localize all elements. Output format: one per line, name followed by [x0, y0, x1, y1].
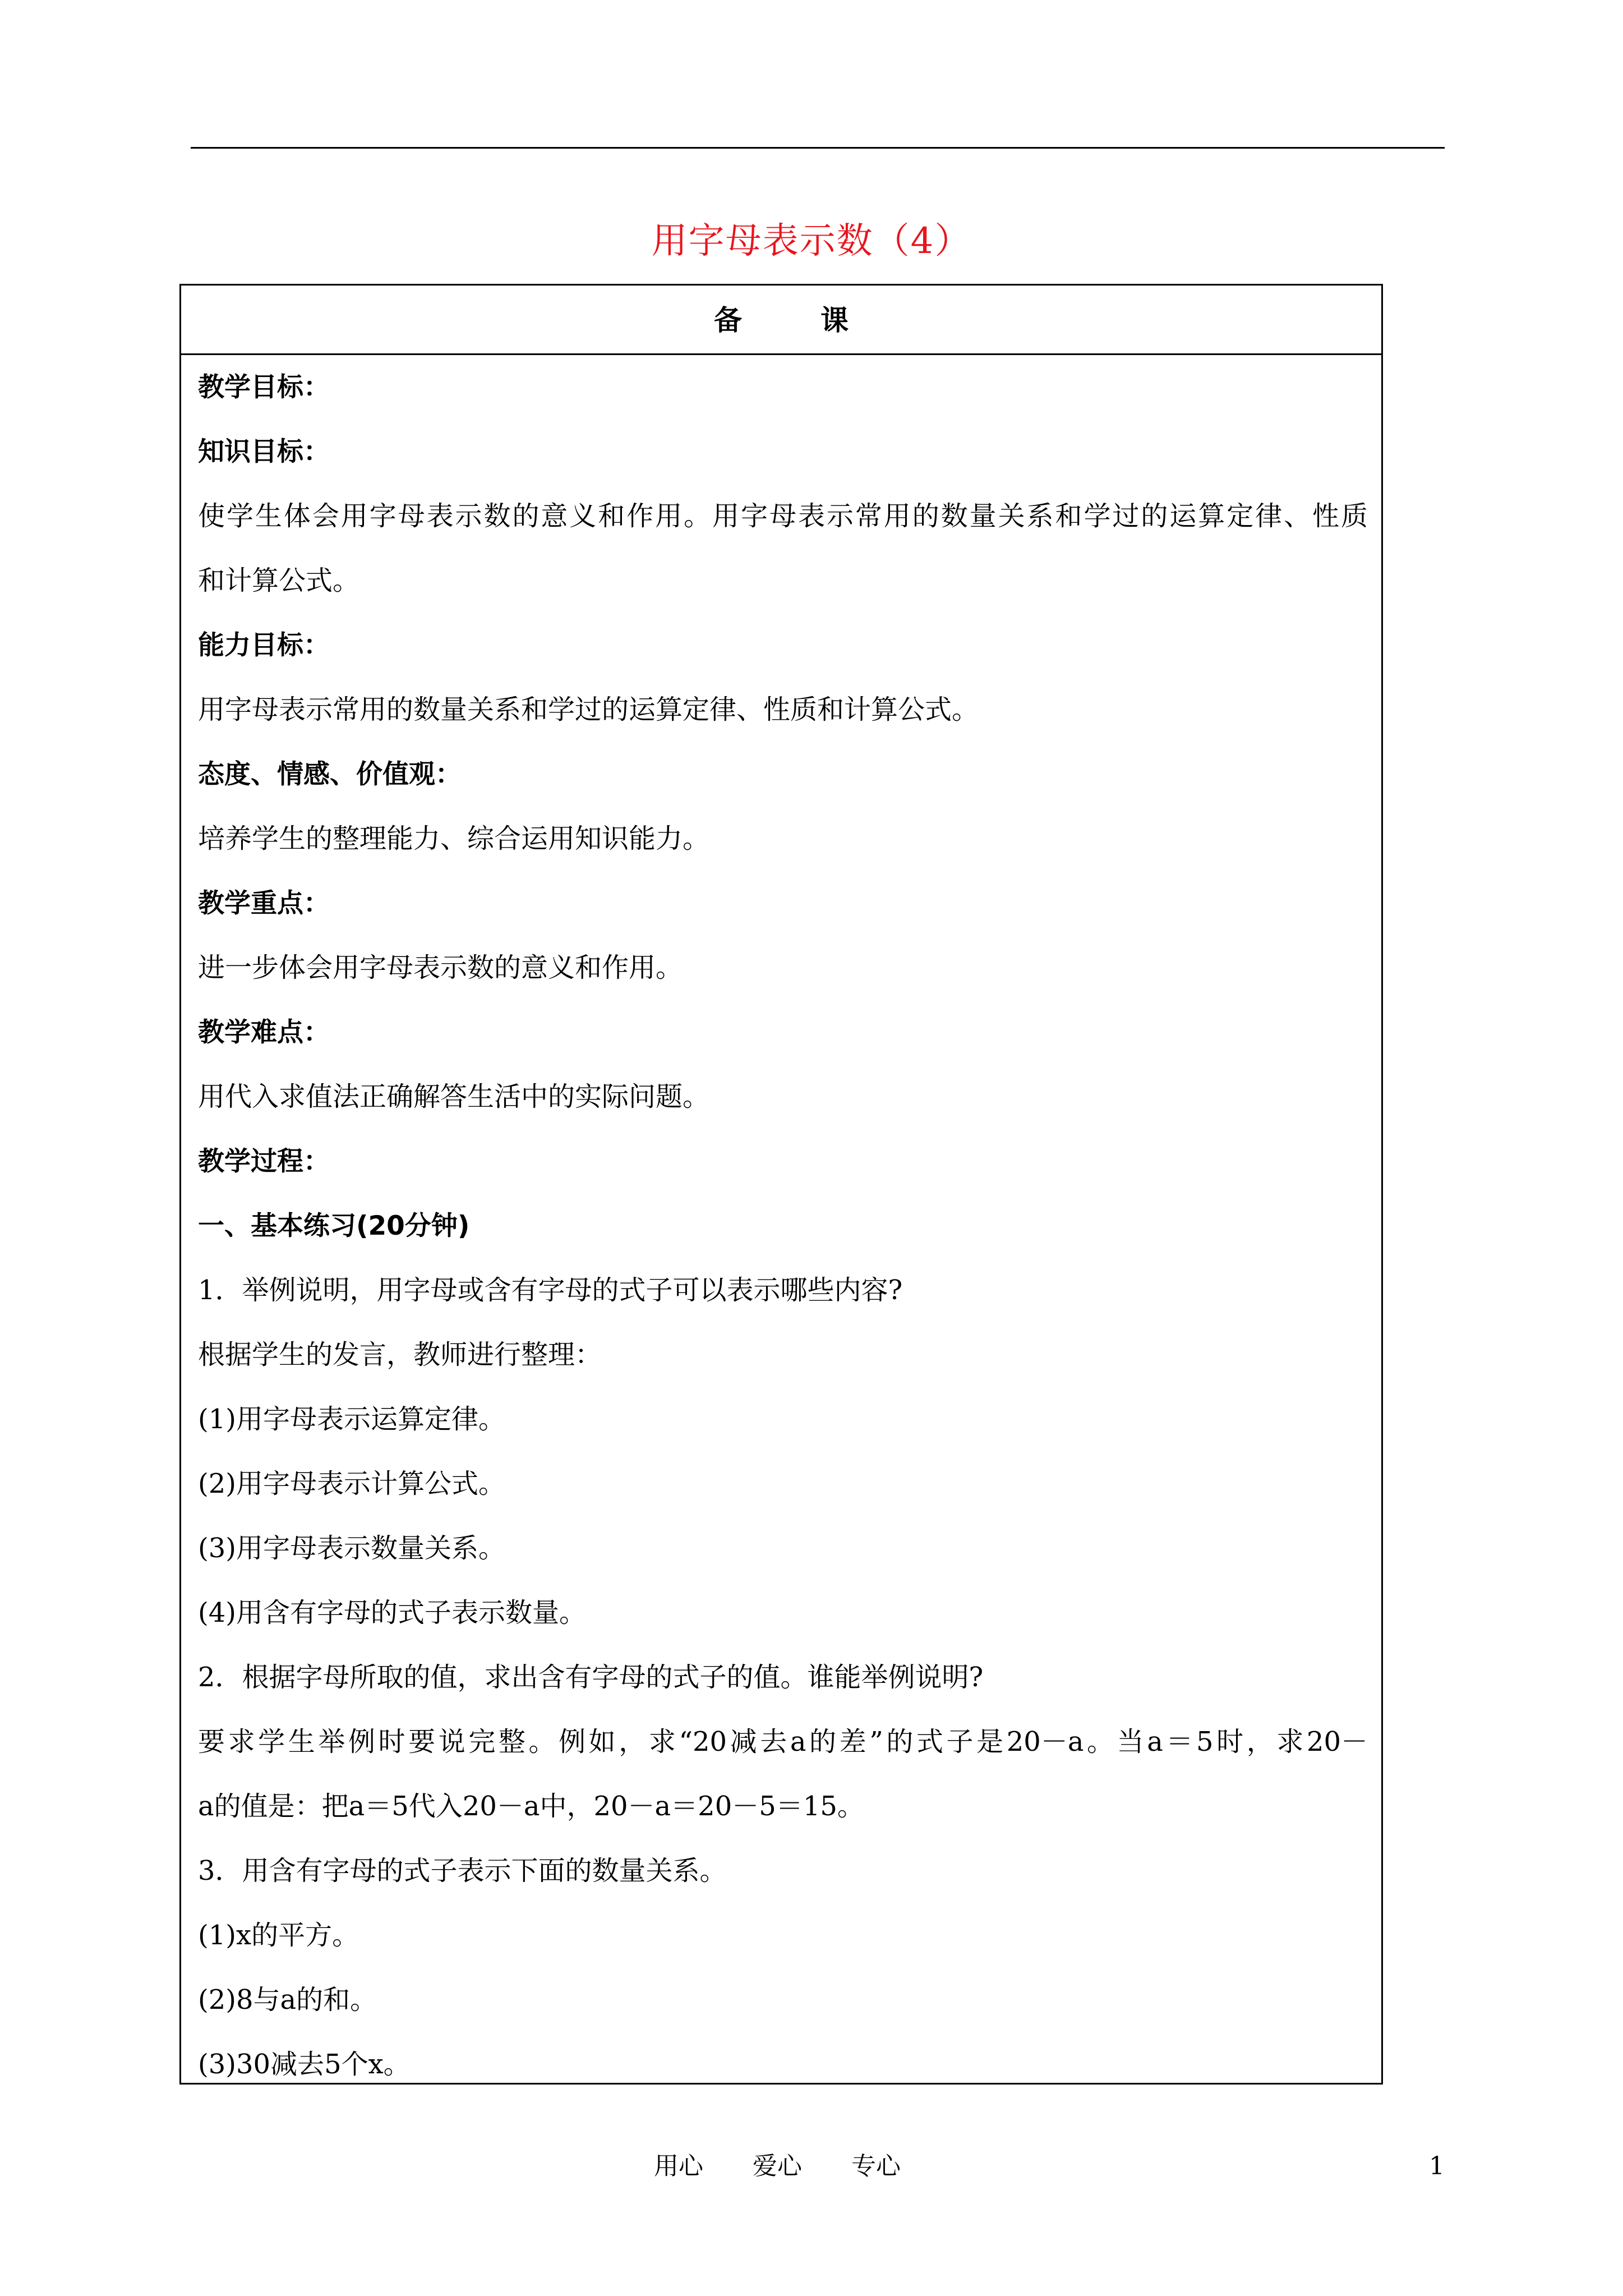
content-line: 3．用含有字母的式子表示下面的数量关系。	[198, 1855, 727, 1887]
content-line: 要求学生举例时要说完整。例如，求“20减去a的差”的式子是20－a。当a＝5时，求20－	[198, 1726, 1368, 1757]
content-line: (3)30减去5个x。	[198, 2049, 411, 2080]
section-heading: 教学重点：	[198, 888, 330, 919]
page-number: 1	[1429, 2152, 1445, 2180]
content-line: (2)8与a的和。	[198, 1984, 377, 2016]
footer-motto: 用心 爱心 专心	[654, 2152, 901, 2180]
section-heading: 教学过程：	[198, 1146, 330, 1177]
content-line: 进一步体会用字母表示数的意义和作用。	[198, 952, 683, 983]
document-title: 用字母表示数（4）	[651, 220, 972, 262]
section-heading: 教学目标：	[198, 372, 330, 403]
content-line: 2．根据字母所取的值，求出含有字母的式子的值。谁能举例说明?	[198, 1662, 984, 1693]
content-line: (1)用字母表示运算定律。	[198, 1404, 505, 1435]
content-line: 1．举例说明，用字母或含有字母的式子可以表示哪些内容?	[198, 1274, 903, 1306]
section-heading: 能力目标：	[198, 630, 330, 661]
content-line: (2)用字母表示计算公式。	[198, 1468, 505, 1499]
content-line: 根据学生的发言，教师进行整理：	[198, 1339, 602, 1370]
table-header: 备课	[181, 286, 1381, 355]
content-line: (3)用字母表示数量关系。	[198, 1533, 505, 1564]
section-heading: 一、基本练习(20分钟)	[198, 1211, 470, 1241]
content-line: 和计算公式。	[198, 565, 360, 596]
section-heading: 知识目标：	[198, 436, 330, 467]
content-line: 用字母表示常用的数量关系和学过的运算定律、性质和计算公式。	[198, 694, 979, 725]
lesson-table	[179, 284, 1383, 2085]
content-line: 使学生体会用字母表示数的意义和作用。用字母表示常用的数量关系和学过的运算定律、性质	[198, 500, 1368, 532]
lesson-content	[198, 355, 1368, 2097]
content-line: (4)用含有字母的式子表示数量。	[198, 1597, 586, 1628]
content-line: 培养学生的整理能力、综合运用知识能力。	[198, 823, 710, 854]
content-line: a的值是：把a＝5代入20－a中，20－a＝20－5＝15。	[198, 1791, 864, 1822]
header-rule	[191, 147, 1445, 149]
section-heading: 教学难点：	[198, 1017, 330, 1048]
content-line: (1)x的平方。	[198, 1920, 359, 1951]
section-heading: 态度、情感、价值观：	[198, 759, 462, 790]
content-line: 用代入求值法正确解答生活中的实际问题。	[198, 1081, 710, 1112]
